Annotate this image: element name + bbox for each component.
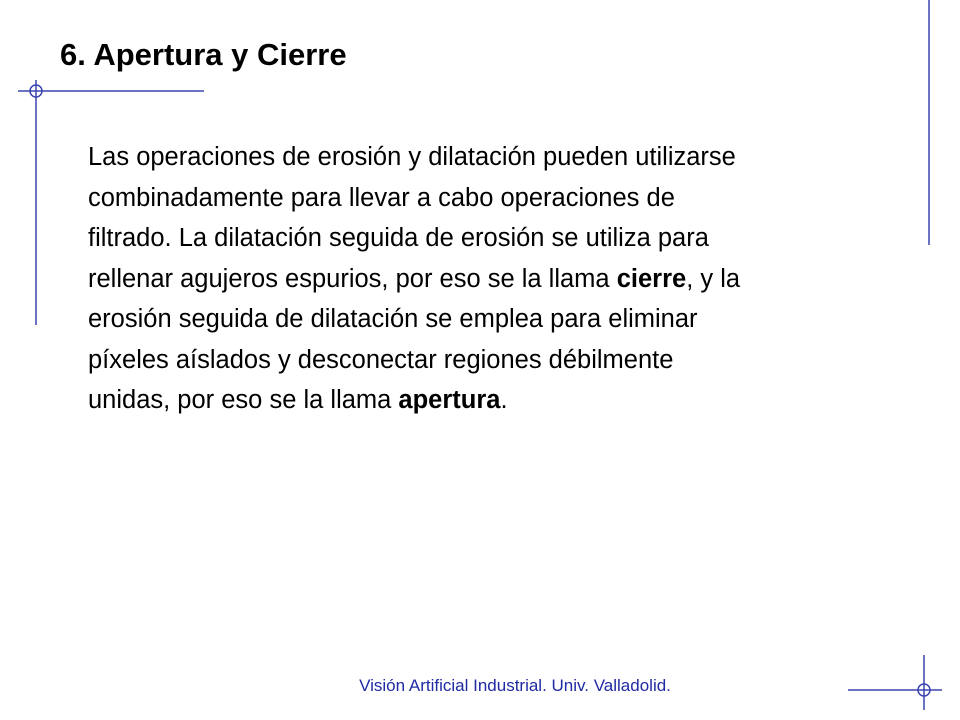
body-line-7 <box>88 380 918 421</box>
body-line-3: filtrado. La dilatación seguida de erosión se utiliza para <box>88 224 709 252</box>
slide-body-text <box>88 137 918 421</box>
slide-footer: Visión Artificial Industrial. Univ. Valladolid. <box>359 676 671 695</box>
term-cierre: cierre <box>616 264 687 293</box>
body-line-7-text: unidas, por eso se la llama <box>88 386 399 414</box>
body-line-5: erosión seguida de dilatación se emplea para eliminar <box>88 305 698 333</box>
body-line-7-end: . <box>500 386 508 414</box>
slide-title: 6. Apertura y Cierre <box>60 37 347 72</box>
body-line-4-end: , y la <box>686 264 741 293</box>
body-line-6: píxeles aíslados y desconectar regiones débilmente <box>88 345 674 374</box>
body-line-4 <box>88 259 918 300</box>
term-apertura: apertura <box>398 386 501 414</box>
body-line-2: combinadamente para llevar a cabo operaciones de <box>88 183 675 212</box>
body-line-1: Las operaciones de erosión y dilatación pueden utilizarse <box>88 143 736 171</box>
body-line-4-text: rellenar agujeros espurios, por eso se la llama <box>88 264 617 293</box>
